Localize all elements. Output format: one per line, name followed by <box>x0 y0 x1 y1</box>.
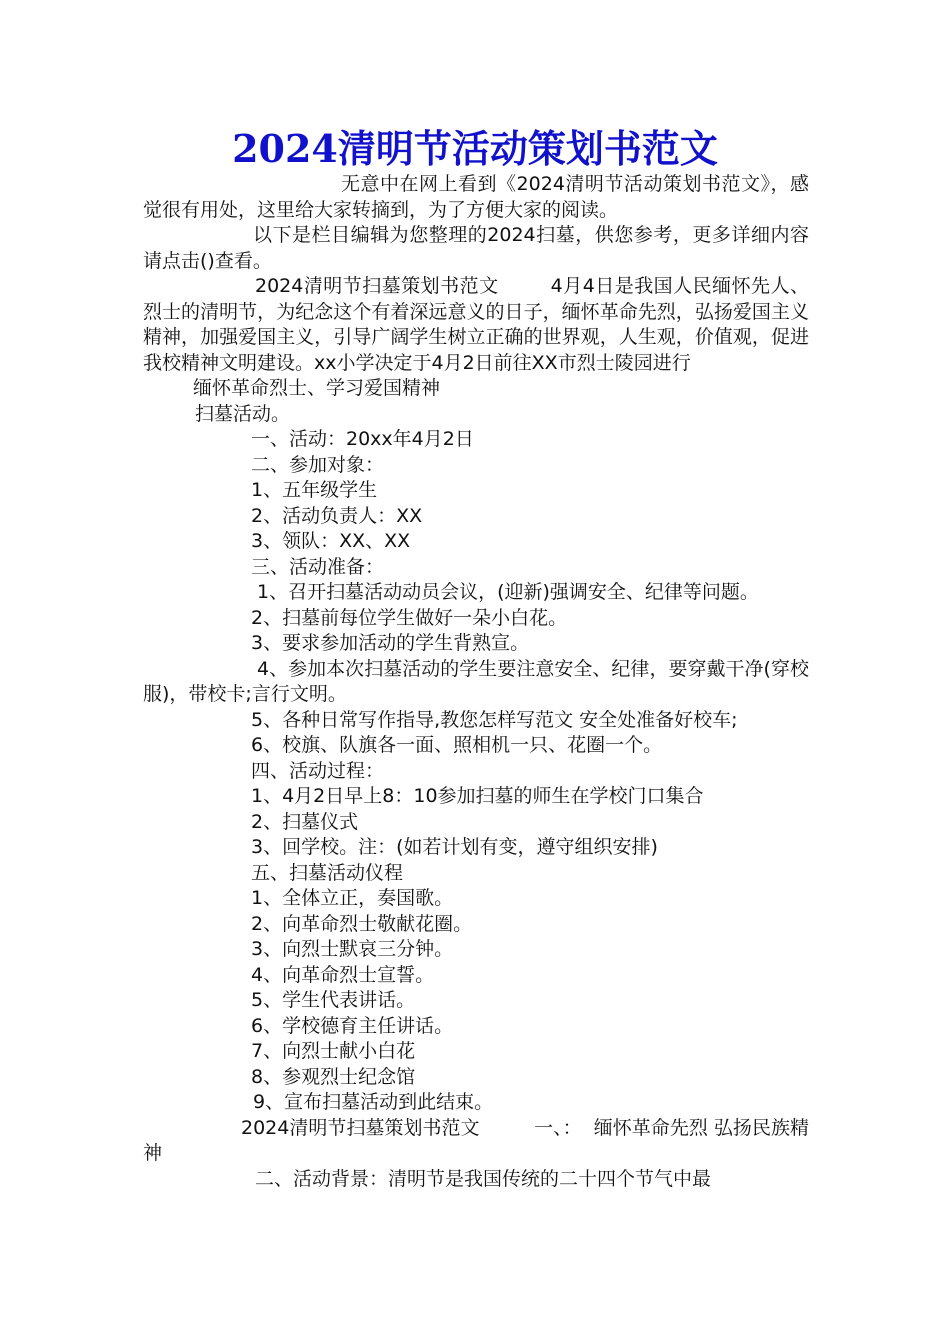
list-item: 9、宣布扫墓活动到此结束。 <box>253 1091 494 1113</box>
document-body <box>143 172 809 1192</box>
section-heading: 二、参加对象： <box>251 453 385 476</box>
section-heading: 三、活动准备： <box>251 555 385 578</box>
list-item: 8、参观烈士纪念馆 <box>251 1065 416 1088</box>
list-item: 6、学校德育主任讲话。 <box>251 1014 454 1037</box>
list-item: 5、各种日常写作指导,教您怎样写范文 安全处准备好校车; <box>251 708 738 731</box>
section-heading: 四、活动过程： <box>251 759 385 782</box>
list-item: 3、领队：XX、XX <box>251 530 411 552</box>
list-item: 3、回学校。注：(如若计划有变，遵守组织安排) <box>251 836 658 858</box>
list-item: 2、扫墓前每位学生做好一朵小白花。 <box>251 606 568 629</box>
list-item: 2、向革命烈士敬献花圈。 <box>251 912 473 935</box>
paragraph: 缅怀革命烈士、学习爱国精神 <box>193 377 441 399</box>
paragraph: 以下是栏目编辑为您整理的2024扫墓，供您参考，更多详细内容请点击()查看。 <box>143 224 809 272</box>
list-item: 2、扫墓仪式 <box>251 810 359 833</box>
list-item: 3、要求参加活动的学生背熟宣。 <box>251 632 530 654</box>
paragraph: 2024清明节扫墓策划书范文 一、： 缅怀革命先烈 弘扬民族精神 <box>143 1116 809 1164</box>
list-item: 3、向烈士默哀三分钟。 <box>251 938 454 960</box>
list-item: 1、4月2日早上8：10参加扫墓的师生在学校门口集合 <box>251 785 704 807</box>
section-heading: 五、扫墓活动仪程 <box>251 861 404 884</box>
paragraph: 扫墓活动。 <box>195 402 291 425</box>
list-item: 4、向革命烈士宣誓。 <box>251 963 435 986</box>
list-item: 5、学生代表讲话。 <box>251 989 416 1011</box>
list-item: 6、校旗、队旗各一面、照相机一只、花圈一个。 <box>251 734 663 756</box>
list-item: 4、参加本次扫墓活动的学生要注意安全、纪律，要穿戴干净(穿校服)，带校卡;言行文明。 <box>143 657 809 705</box>
list-item: 1、召开扫墓活动动员会议，(迎新)强调安全、纪律等问题。 <box>257 581 759 603</box>
list-item: 1、五年级学生 <box>251 479 378 501</box>
paragraph: 2024清明节扫墓策划书范文 4月4日是我国人民缅怀先人、烈士的清明节，为纪念这个有着深远意义的日子，缅怀革命先烈，弘扬爱国主义精神，加强爱国主义，引导广阔学生树立正确的世界观，人生观，价值观，促进我校精神文明建设。xx小学决定于4月2日前往XX市烈士陵园进行 <box>143 275 809 374</box>
paragraph: 无意中在网上看到《2024清明节活动策划书范文》，感觉很有用处，这里给大家转摘到，为了方便大家的阅读。 <box>143 173 809 221</box>
document-title: 2024清明节活动策划书范文 <box>232 126 718 171</box>
list-item: 2、活动负责人：XX <box>251 504 423 527</box>
list-item: 1、全体立正，奏国歌。 <box>251 887 454 909</box>
list-item: 7、向烈士献小白花 <box>251 1040 416 1062</box>
section-heading: 一、活动：20xx年4月2日 <box>251 428 474 450</box>
paragraph: 二、活动背景：清明节是我国传统的二十四个节气中最 <box>255 1167 712 1190</box>
